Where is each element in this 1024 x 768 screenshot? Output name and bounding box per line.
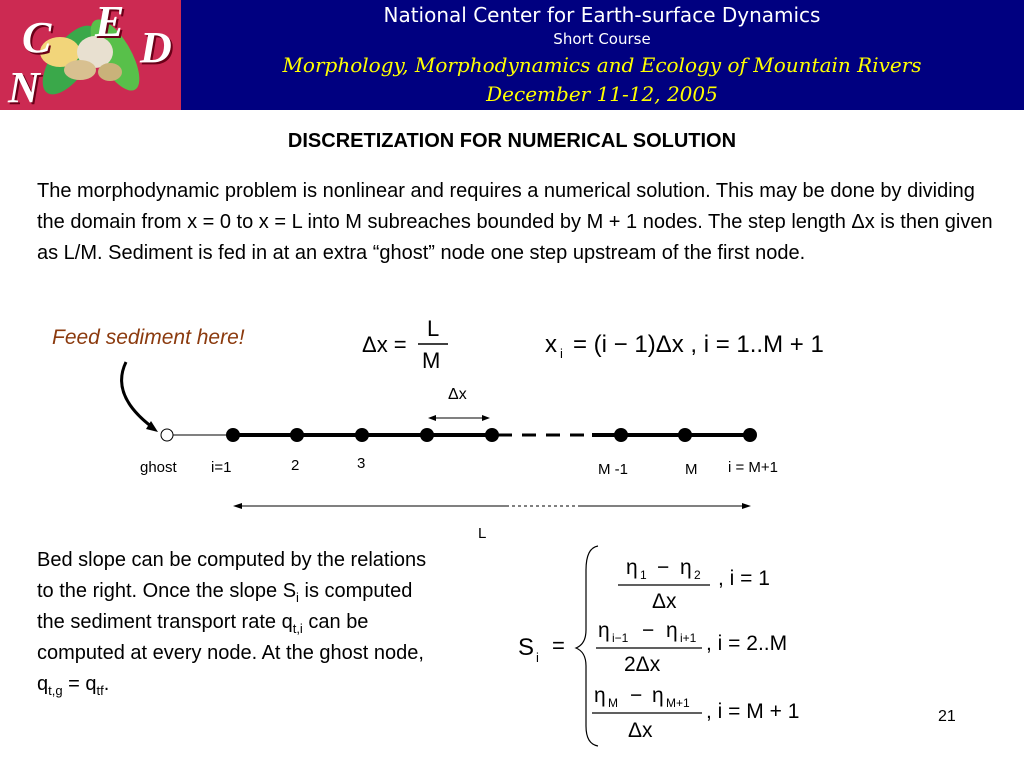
- slope-brace: [576, 546, 598, 746]
- dx-eq-den: M: [422, 348, 441, 373]
- bed-sub-4: tf: [96, 683, 104, 698]
- feed-sediment-label: Feed sediment here!: [52, 326, 245, 349]
- xi-eq-var: x: [545, 331, 557, 358]
- node-label-3: 3: [357, 455, 366, 472]
- case3-eta-a: η: [594, 684, 606, 707]
- case3-eta-a-sub: M: [608, 696, 618, 710]
- dx-eq-lhs: Δx =: [362, 332, 407, 357]
- logo-letter-e: E: [95, 0, 125, 46]
- case1-den: Δx: [652, 590, 677, 613]
- case3-den: Δx: [628, 719, 653, 742]
- slope-lhs-sub: i: [536, 650, 539, 665]
- node-label-m: M: [685, 461, 698, 478]
- bed-sub-1: i: [296, 590, 299, 605]
- dx-eq-num: L: [427, 316, 440, 341]
- feed-arrow: [122, 362, 152, 427]
- case2-eta-a-sub: i−1: [612, 631, 629, 645]
- node-3: [355, 428, 369, 442]
- header-org: National Center for Earth-surface Dynamics: [383, 3, 821, 27]
- case2-eta-b-sub: i+1: [680, 631, 697, 645]
- xi-eq-rhs: = (i − 1)Δx , i = 1..M + 1: [573, 331, 824, 358]
- case1-eta-a: η: [626, 556, 638, 579]
- node-label-2: 2: [291, 457, 300, 474]
- header-course: Short Course: [553, 30, 651, 48]
- nced-logo: [0, 0, 181, 110]
- node-m: [678, 428, 692, 442]
- slope-eq-sign: =: [552, 633, 565, 658]
- node-4: [420, 428, 434, 442]
- dx-span-label: Δx: [448, 386, 467, 403]
- bed-text-5: .: [103, 673, 110, 695]
- case2-den: 2Δx: [624, 653, 661, 676]
- case2-minus: −: [642, 619, 655, 642]
- case1-eta-a-sub: 1: [640, 568, 647, 582]
- length-arrow-right: [742, 503, 751, 509]
- xi-eq-sub: i: [560, 346, 563, 361]
- logo-pebble-3: [64, 60, 96, 80]
- header-dates: December 11-12, 2005: [486, 82, 718, 106]
- case1-cond: , i = 1: [718, 567, 770, 590]
- slope-lhs: S: [518, 634, 535, 661]
- case3-cond: , i = M + 1: [706, 700, 800, 723]
- dx-span-arrow-right: [482, 415, 490, 421]
- intro-paragraph: The morphodynamic problem is nonlinear and requires a numerical solution. This may be done by dividing the domain from x = 0 to x = L into M subreaches bounded by M + 1 nodes. The step length Δx is then given as L/M. Sediment is fed in at an extra “ghost” node one step upstream of the first node.: [37, 180, 993, 264]
- slope-equation: [500, 540, 830, 750]
- logo-letter-n: N: [8, 63, 40, 110]
- node-label-m-minus-1: M -1: [598, 461, 628, 478]
- bed-text-4: = q: [62, 673, 97, 695]
- case2-eta-a: η: [598, 619, 610, 642]
- case2-cond: , i = 2..M: [706, 632, 788, 655]
- case2-eta-b: η: [666, 619, 678, 642]
- dx-span-arrow-left: [428, 415, 436, 421]
- node-2: [290, 428, 304, 442]
- logo-pebble-4: [98, 63, 122, 81]
- node-label-ghost: ghost: [140, 459, 177, 476]
- case3-minus: −: [630, 684, 643, 707]
- header-topic: Morphology, Morphodynamics and Ecology of Mountain Rivers: [282, 53, 922, 77]
- length-arrow-left: [233, 503, 242, 509]
- node-m-minus-1: [614, 428, 628, 442]
- node-1: [226, 428, 240, 442]
- bed-sub-3: t,g: [48, 683, 63, 698]
- node-5: [485, 428, 499, 442]
- bed-text-3: can be computed at every node. At the ghost node, q: [37, 611, 424, 695]
- bed-slope-paragraph: [37, 545, 442, 700]
- ghost-node: [161, 429, 173, 441]
- slide-title: DISCRETIZATION FOR NUMERICAL SOLUTION: [287, 130, 737, 152]
- page-number: 21: [938, 708, 956, 725]
- case3-eta-b-sub: M+1: [666, 696, 690, 710]
- length-label: L: [478, 525, 487, 542]
- bed-sub-2: t,i: [292, 621, 303, 636]
- node-diagram: [0, 300, 1024, 550]
- node-label-1: i=1: [211, 459, 232, 476]
- case1-eta-b-sub: 2: [694, 568, 701, 582]
- node-m-plus-1: [743, 428, 757, 442]
- slide-header: [0, 0, 1024, 110]
- case1-eta-b: η: [680, 556, 692, 579]
- node-label-m-plus-1: i = M+1: [728, 459, 779, 476]
- case1-minus: −: [657, 556, 670, 579]
- logo-letter-c: C: [22, 13, 52, 62]
- bed-text-2: is computed the sediment transport rate q: [37, 580, 413, 633]
- bed-text-1: Bed slope can be computed by the relations to the right. Once the slope S: [37, 549, 427, 602]
- case3-eta-b: η: [652, 684, 664, 707]
- logo-letter-d: D: [140, 23, 172, 72]
